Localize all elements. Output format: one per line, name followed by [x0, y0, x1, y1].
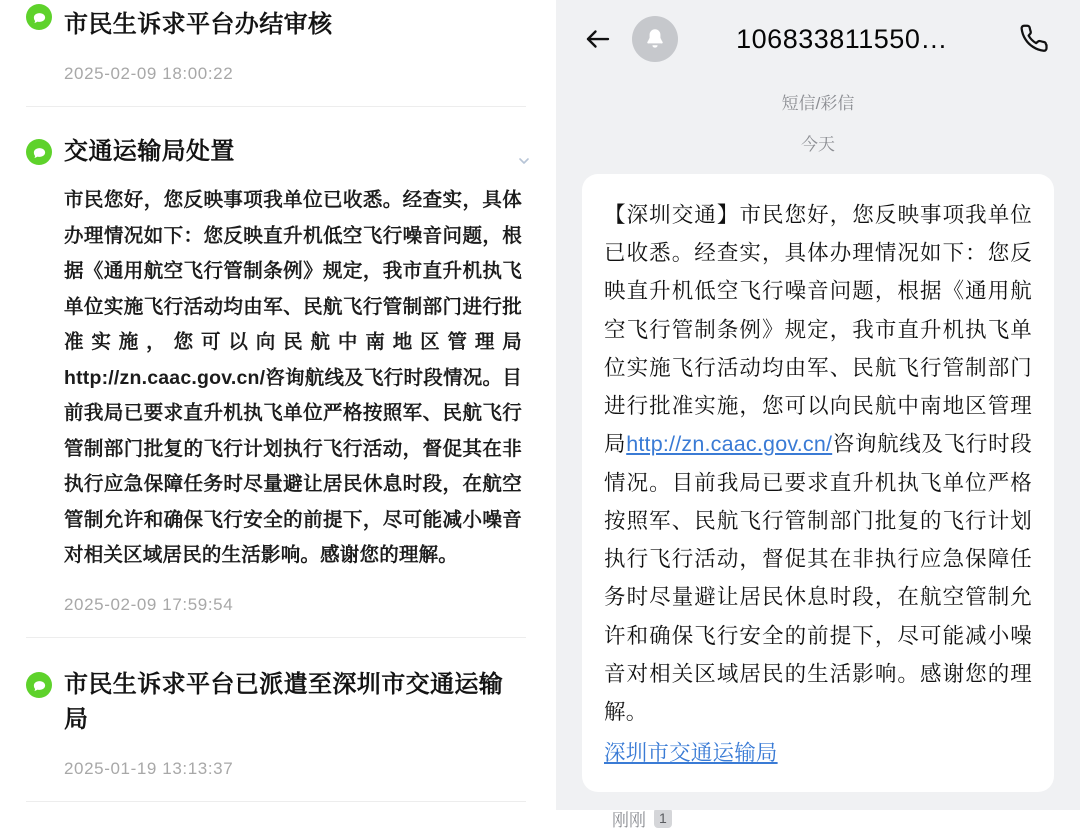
timeline-entry[interactable] [26, 0, 526, 106]
sms-panel [556, 0, 1080, 830]
entry-title [64, 135, 526, 169]
divider [26, 801, 526, 802]
entry-title: 市民生诉求平台办结审核 [64, 11, 333, 38]
sms-header [556, 0, 1080, 78]
entry-title-text: 交通运输局处置 [64, 138, 235, 166]
message-prefix: 【深圳交通】 [604, 202, 740, 227]
entry-timestamp: 2025-01-19 13:13:37 [64, 758, 234, 778]
chevron-down-icon[interactable] [516, 145, 532, 161]
message-signature-link[interactable]: 深圳市交通运输局 [604, 740, 778, 765]
message-container [556, 160, 1080, 831]
status-dot-icon [26, 4, 52, 30]
bottom-edge [556, 796, 1080, 810]
entry-timestamp: 2025-02-09 18:00:22 [64, 64, 234, 84]
message-count-badge: 1 [654, 808, 672, 828]
entry-timestamp: 2025-02-09 17:59:54 [64, 595, 234, 615]
timeline-entry[interactable] [26, 107, 526, 637]
sms-day-label: 今天 [801, 134, 835, 154]
back-arrow-icon[interactable] [578, 19, 618, 59]
message-link[interactable]: http://zn.caac.gov.cn/ [626, 432, 833, 457]
message-text-before-link: 市民您好，您反映事项我单位已收悉。经查实，具体办理情况如下：您反映直升机低空飞行噪音问题，根据《通用航空飞行管制条例》规定，我市直升机执飞单位实施飞行活动均由军、民航飞行管制部门进行批准实施，您可以向民航中南地区管理局 [604, 202, 1032, 457]
timeline-entry[interactable] [26, 638, 526, 800]
sms-channel-label: 短信/彩信 [781, 94, 855, 113]
contact-number[interactable]: 106833811550… [736, 23, 948, 54]
status-dot-icon [26, 672, 52, 698]
message-bubble[interactable] [582, 174, 1054, 792]
message-timestamp: 刚刚 [612, 810, 646, 830]
phone-call-icon[interactable] [1014, 19, 1054, 59]
message-text-after-link: 咨询航线及飞行时段情况。目前我局已要求直升机执飞单位严格按照军、民航飞行管制部门批复的飞行计划执行飞行活动，督促其在非执行应急保障任务时尽量避让居民休息时段，在航空管制允许和确保飞行安全的前提下，尽可能减小噪音对相关区域居民的生活影响。感谢您的理解。 [604, 432, 1032, 725]
entry-title: 市民生诉求平台已派遣至深圳市交通运输局 [64, 671, 504, 733]
status-dot-icon [26, 139, 52, 165]
entry-body: 市民您好，您反映事项我单位已收悉。经查实，具体办理情况如下：您反映直升机低空飞行噪音问题，根据《通用航空飞行管制条例》规定，我市直升机执飞单位实施飞行活动均由军、民航飞行管制部门进行批准实施，您可以向民航中南地区管理局http://zn.caac.gov.cn/咨询航线及飞行时段情况。目前我局已要求直升机执飞单位严格按照军、民航飞行管制部门批复的飞行计划执行飞行活动，督促其在非执行应急保障任务时尽量避让居民休息时段，在航空管制允许和确保飞行安全的前提下，尽可能减小噪音对相关区域居民的生活影响。感谢您的理解。 [64, 189, 522, 566]
